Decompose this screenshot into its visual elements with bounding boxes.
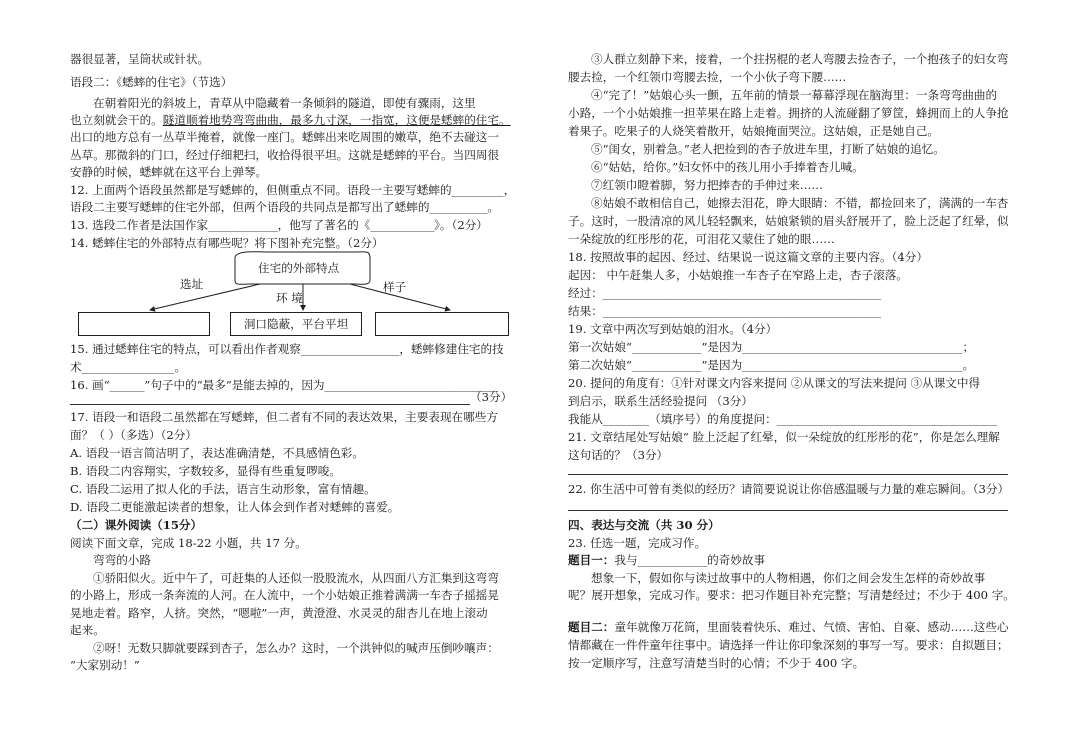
text-line: 子。这时，一股清凉的风儿轻轻飘来，姑娘紧锁的眉头舒展开了，脸上泛起了红晕，似	[568, 214, 1009, 228]
question-21: 21. 文章结尾处写姑娘“ 脸上泛起了红晕，似一朵绽放的红彤彤的花”，你是怎么理解	[568, 430, 1000, 444]
text-line: ②呀！无数只脚就要踩到杏子，怎么办？这时，一个洪钟似的喊声压倒吵嚷声：	[93, 641, 499, 655]
text-span: 童年就像万花筒，里面装着快乐、难过、气愤、害怕、自豪、感动……这些心	[614, 620, 1009, 634]
text-line: 着果子。吃果子的人烧笑着散开，姑娘掩面哭泣。这姑娘，正是她自己。	[568, 124, 940, 138]
text-line: 情都藏在一件件童年往事中。请选择一件让你印象深刻的事写一写。要求：自拟题目；	[568, 638, 1009, 652]
option-c: C. 语段二运用了拟人化的手法，语言生动形象，富有情趣。	[70, 482, 376, 496]
question-20: 20. 提问的角度有：①针对课文内容来提问 ②从课文的写法来提问 ③从课文中得	[568, 376, 981, 390]
text-line: 丛草。那微斜的门口，经过仔细耙扫，收拾得很平坦。这就是蟋蟀的平台。当四周很	[70, 148, 499, 162]
underlined-sentence: 隧道顺着地势弯弯曲曲，最多九寸深，一指宽，这便是蟋蟀的住宅。	[162, 113, 511, 127]
answer-line	[568, 474, 1008, 475]
text-line: ⑧姑娘不敢相信自己，她擦去泪花，睁大眼睛：不错，都捡回来了，满满的一车杏	[591, 196, 1009, 210]
text-line: ③人群立刻静下来，接着，一个拄拐棍的老人弯腰去捡杏子，一个抱孩子的妇女弯	[591, 52, 1009, 66]
passage-heading: 语段二：《蟋蟀的住宅》（节选）	[70, 75, 233, 89]
text-line: ⑤“闺女，别着急。”老人把捡到的杏子放进车里，打断了姑娘的追忆。	[591, 142, 945, 156]
text-line: 面？（ ）（多选）（2分）	[70, 428, 197, 442]
text-line: 术________________。	[70, 360, 186, 374]
feature-diagram	[70, 250, 510, 340]
answer-first-tears[interactable]: 第一次姑娘“____________”是因为______________________________________；	[568, 340, 975, 354]
question-18: 18. 按照故事的起因、经过、结果说一说这篇文章的主要内容。（4分）	[568, 250, 928, 264]
score-note: （3分）	[470, 390, 513, 404]
question-13: 13. 选段二作者是法国作家____________，他写了著名的《___________》。（2分）	[70, 218, 488, 232]
text-line: 这句话的？（3分）	[568, 448, 669, 462]
topic-one-title: 我与____________的奇妙故事	[614, 553, 766, 567]
answer-box-location[interactable]	[78, 312, 210, 336]
answer-result[interactable]: 结果：________________________________________________	[568, 304, 882, 318]
text-span: 也立刻就会干的。	[70, 113, 163, 127]
answer-second-tears[interactable]: 第二次姑娘“____________”是因为______________________________________。	[568, 358, 975, 372]
diagram-label-environment: 环 境	[276, 291, 303, 305]
text-line: 器很显著，呈筒状或针状。	[70, 52, 210, 66]
text-line: 出口的地方总有一丛草半掩着，就像一座门。蟋蟀出来吃周围的嫩草，绝不去碰这一	[70, 130, 499, 144]
text-line: “大家别动！”	[70, 658, 140, 672]
question-17: 17. 语段一和语段二虽然都在写蟋蟀，但二者有不同的表达效果，主要表现在哪些方	[70, 410, 498, 424]
text-line: 按一定顺序写，注意写清楚当时的心情；不少于 400 字。	[568, 656, 865, 670]
question-15: 15. 通过蟋蟀住宅的特点，可以看出作者观察_________________，蟋蟀修建住宅的技	[70, 342, 504, 356]
option-d: D. 语段二更能激起读者的想象，让人体会到作者对蟋蟀的喜爱。	[70, 500, 400, 514]
story-title: 弯弯的小路	[93, 553, 151, 567]
section-heading: （二）课外阅读（15分）	[70, 518, 203, 532]
text-line: 在朝着阳光的斜坡上，青草从中隐藏着一条倾斜的隧道，即使有骤雨，这里	[93, 96, 476, 110]
answer-line	[568, 510, 1008, 511]
answer-cause: 起因： 中午赶集人多，小姑娘推一车杏子在窄路上走，杏子滚落。	[568, 268, 908, 282]
question-22: 22. 你生活中可曾有类似的经历？请简要说说让你倍感温暖与力量的难忘瞬间。（3分）	[568, 482, 1010, 496]
text-line: 小路，一个小姑娘推一担苹果在路上走着。拥挤的人流碰翻了箩筐，蜂拥而上的人争抢	[568, 106, 1009, 120]
question-14: 14. 蟋蟀住宅的外部特点有哪些呢？将下图补充完整。（2分）	[70, 236, 384, 250]
text-line: ④“完了！”姑娘心头一颤，五年前的情景一幕幕浮现在脑海里：一条弯弯曲曲的	[591, 88, 998, 102]
text-line	[70, 113, 511, 128]
diagram-box-environment: 洞口隐蔽，平台平坦	[230, 312, 362, 336]
answer-process[interactable]: 经过：________________________________________________	[568, 286, 882, 300]
text-line: 腰去捡，一个红领巾弯腰去捡，一个小伙子弯下腰……	[568, 70, 847, 84]
reading-intro: 阅读下面文章，完成 18-22 小题，共 17 分。	[70, 536, 307, 550]
question-23: 23. 任选一题，完成习作。	[568, 536, 707, 550]
topic-two-label: 题目二：	[568, 620, 615, 634]
question-12: 12. 上面两个语段虽然都是写蟋蟀的，但侧重点不同。语段一主要写蟋蟀的_________，	[70, 183, 516, 197]
text-line: ⑥“姑姑，给你。”妇女怀中的孩儿用小手捧着杏儿喊。	[591, 160, 864, 174]
question-16: 16. 画“______”句子中的“最多”是能去掉的，因为______________________________	[70, 378, 499, 392]
text-line: 起来。	[70, 623, 105, 637]
text-line: ⑦红领巾瞪着脚，努力把捧杏的手伸过来……	[591, 178, 823, 192]
diagram-title: 住宅的外部特点	[258, 261, 340, 275]
text-line: 晃地走着。路窄，人挤。突然，“嗯啦”一声，黄澄澄、水灵灵的甜杏儿在地上滚动	[70, 606, 488, 620]
topic-one-label: 题目一：	[568, 553, 615, 567]
text-line: ①骄阳似火。近中午了，可赶集的人还似一股股流水，从四面八方汇集到这弯弯	[93, 571, 499, 585]
diagram-label-appearance: 样子	[383, 280, 407, 294]
diagram-label-location: 选址	[180, 277, 204, 291]
question-19: 19. 文章中两次写到姑娘的泪水。（4分）	[568, 322, 778, 336]
topic-two	[568, 620, 1009, 635]
text-line: 的小路上，形成一条奔流的人河。在人流中，一个小姑娘正推着满满一车杏子摇摇晃	[70, 588, 499, 602]
topic-one	[568, 553, 765, 568]
text-line: 想象一下，假如你与读过故事中的人物相遇，你们之间会发生怎样的奇妙故事	[591, 571, 986, 585]
section-heading: 四、表达与交流（共 30 分）	[568, 518, 720, 532]
option-a: A. 语段一语言简洁明了，表达准确清楚，不具感情色彩。	[70, 446, 364, 460]
option-b: B. 语段二内容翔实，字数较多，显得有些重复啰唆。	[70, 464, 341, 478]
answer-box-appearance[interactable]	[375, 312, 509, 336]
answer-question-20[interactable]: 我能从________（填序号）的角度提问：______________________________________	[568, 412, 997, 426]
text-line: 安静的时候，蟋蟀就在这平台上弹琴。	[70, 165, 268, 179]
text-line: 呢？展开想象，完成习作。要求：把习作题目补充完整；写清楚经过；不少于 400 字。	[568, 588, 1015, 602]
text-line: 语段二主要写蟋蟀的住宅外部，但两个语段的共同点是都写出了蟋蟀的__________。	[70, 200, 499, 214]
text-line: 一朵绽放的红彤彤的花，可泪花又蒙住了她的眼……	[568, 232, 835, 246]
text-line: 到启示，联系生活经验提问 （3分）	[568, 394, 753, 408]
answer-line	[70, 404, 470, 405]
